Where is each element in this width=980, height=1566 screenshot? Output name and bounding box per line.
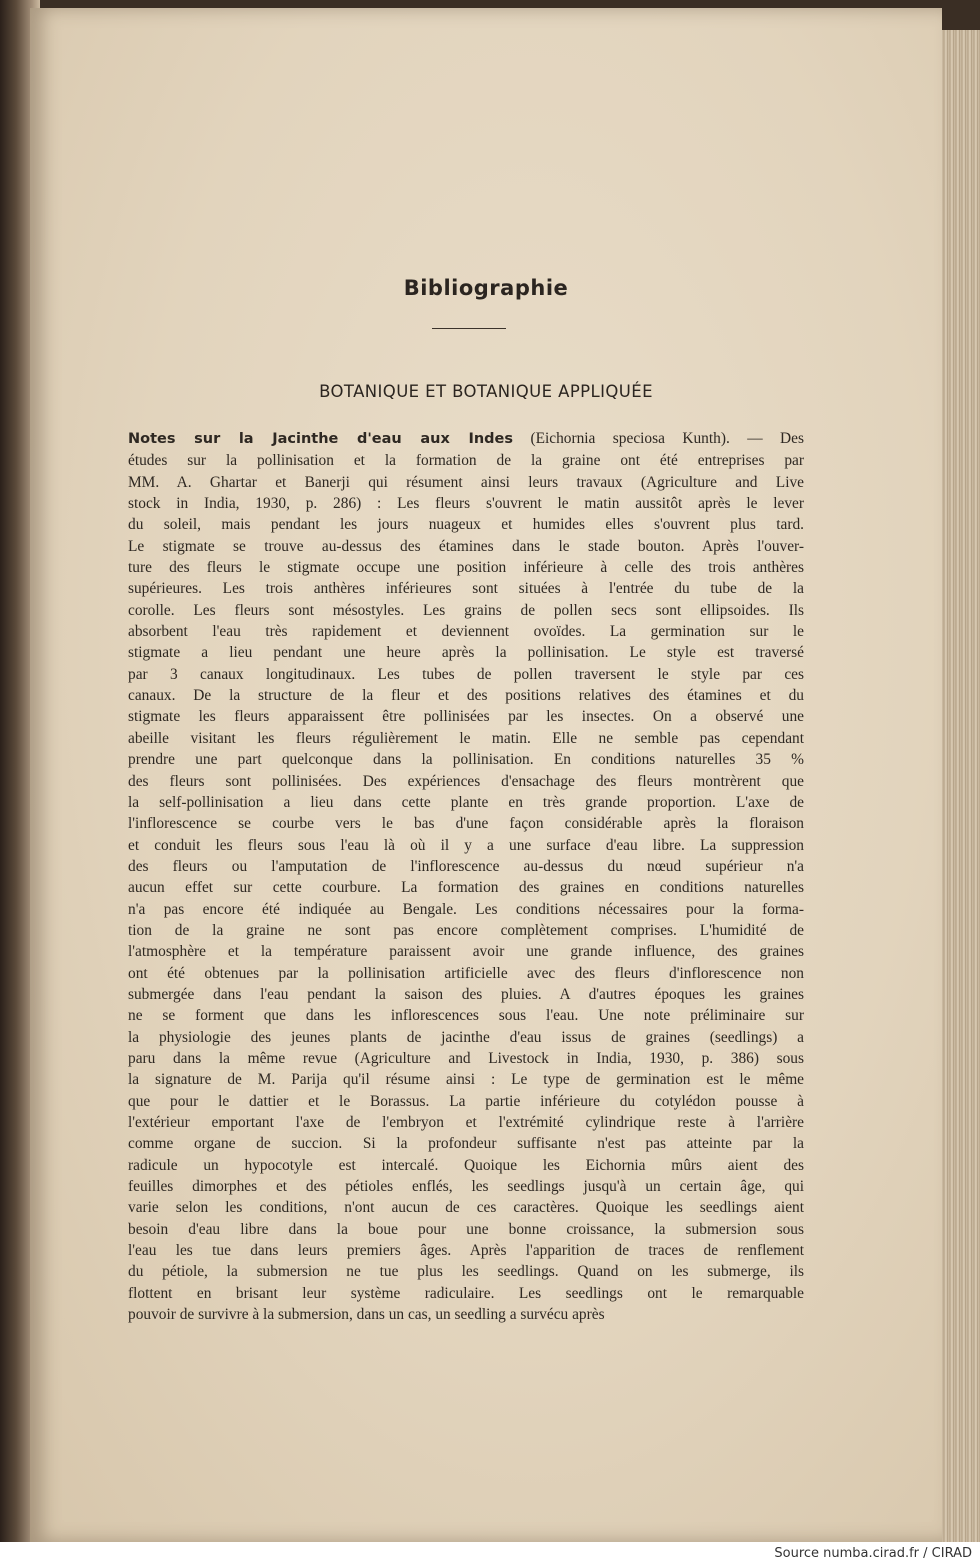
text-line: Le stigmate se trouve au-dessus des étamines dans le stade bouton. Après l'ouver- [128,537,804,555]
text-line: pouvoir de survivre à la submersion, dans un cas, un seedling a survécu après [128,1306,605,1324]
text-line: des fleurs sont pollinisées. Des expériences d'ensachage des fleurs montrèrent que [128,772,804,790]
text-line: du pétiole, la submersion ne tue plus les seedlings. Quand on les submerge, ils [128,1263,804,1281]
page-title: Bibliographie [403,276,569,300]
text-line: des fleurs ou l'amputation de l'inflorescence au-dessus du nœud supérieur n'a [128,857,804,875]
title-divider [432,328,506,329]
text-line: MM. A. Ghartar et Banerji qui résument ainsi leurs travaux (Agriculture and Live [128,473,804,491]
text-line: que pour le dattier et le Borassus. La partie inférieure du cotylédon pousse à [128,1092,804,1110]
text-line: comme organe de succion. Si la profondeur suffisante n'est pas atteinte par la [128,1135,804,1153]
text-line: et conduit les fleurs sous l'eau là où il y a une surface d'eau libre. La suppression [128,836,804,854]
text-line: stigmate les fleurs apparaissent être pollinisées par les insectes. On a observé une [128,708,804,726]
text-line: ture des fleurs le stigmate occupe une position inférieure à celle des trois anthères [128,559,804,577]
text-line: l'atmosphère et la température paraissent avoir une grande influence, des graines [128,943,804,961]
text-line: l'eau les tue dans leurs premiers âges. Après l'apparition de traces de renflement [128,1242,804,1260]
text-line: ne se forment que dans les inflorescences sous l'eau. Une note préliminaire sur [128,1007,804,1025]
book-page [30,8,942,1542]
text-line: l'inflorescence se courbe vers le bas d'une façon considérable après la floraison [128,815,804,833]
text-line: aucun effet sur cette courbure. La formation des graines en conditions naturelles [128,879,804,897]
text-line: l'extérieur emportant l'axe de l'embryon et l'extrémité cylindrique reste à l'arrière [128,1114,804,1131]
text-line: par 3 canaux longitudinaux. Les tubes de pollen traversent le style par ces [128,665,804,683]
text-line: études sur la pollinisation et la formation de la graine ont été entreprises par [128,452,804,470]
page-edges [936,30,980,1542]
text-line: stigmate a lieu pendant une heure après la pollinisation. Le style est traversé [128,644,804,662]
text-line: tion de la graine ne sont pas encore complètement comprises. L'humidité de [128,921,804,939]
text-line: ont été obtenues par la pollinisation artificielle avec des fleurs d'inflorescence non [128,964,804,982]
text-line: besoin d'eau libre dans la boue pour une bonne croissance, la submersion sous [128,1220,804,1238]
text-line: flottent en brisant leur système radiculaire. Les seedlings ont le remarquable [128,1284,804,1302]
source-bar [0,1542,980,1566]
article-body [128,428,804,1325]
text-line: Notes sur la Jacinthe d'eau aux Indes (Eichornia speciosa Kunth). — Des [128,430,804,447]
text-line: submergée dans l'eau pendant la saison des pluies. A d'autres époques les graines [128,985,804,1003]
text-line: canaux. De la structure de la fleur et des positions relatives des étamines et du [128,687,804,705]
text-line: prendre une part quelconque dans la pollinisation. En conditions naturelles 35 % [128,751,804,769]
text-line: absorbent l'eau très rapidement et deviennent ovoïdes. La germination sur le [128,623,804,641]
text-line: la self-pollinisation a lieu dans cette plante en très grande proportion. L'axe de [128,793,804,811]
text-line: la physiologie des jeunes plants de jacinthe d'eau issus de graines (seedlings) a [128,1028,804,1046]
text-line: paru dans la même revue (Agriculture and Livestock in India, 1930, p. 386) sous [128,1049,804,1067]
text-line: varie selon les conditions, n'ont aucun de ces caractères. Quoique les seedlings aient [128,1199,804,1217]
text-line: supérieures. Les trois anthères inférieures sont situées à l'entrée du tube de la [128,580,804,598]
text-line: corolle. Les fleurs sont mésostyles. Les grains de pollen secs sont ellipsoides. Ils [128,601,804,619]
source-credit: Source numba.cirad.fr / CIRAD [774,1546,972,1561]
text-line: la signature de M. Parija qu'il résume ainsi : Le type de germination est le même [128,1071,804,1089]
text-line: feuilles dimorphes et des pétioles enflés, les seedlings jusqu'à un certain âge, qui [128,1178,804,1196]
text-line: radicule un hypocotyle est intercalé. Quoique les Eichornia mûrs aient des [128,1156,804,1174]
text-line: du soleil, mais pendant les jours nuageux et humides elles s'ouvrent plus tard. [128,516,804,534]
text-line: abeille visitant les fleurs régulièrement le matin. Elle ne semble pas cependant [128,729,804,747]
text-line: n'a pas encore été indiquée au Bengale. Les conditions nécessaires pour la forma- [128,900,804,918]
lead-title: Notes sur la Jacinthe d'eau aux Indes [128,431,514,447]
section-heading: BOTANIQUE ET BOTANIQUE APPLIQUÉE [319,382,653,401]
text-line: stock in India, 1930, p. 286) : Les fleurs s'ouvrent le matin aussitôt après le lever [128,495,804,513]
